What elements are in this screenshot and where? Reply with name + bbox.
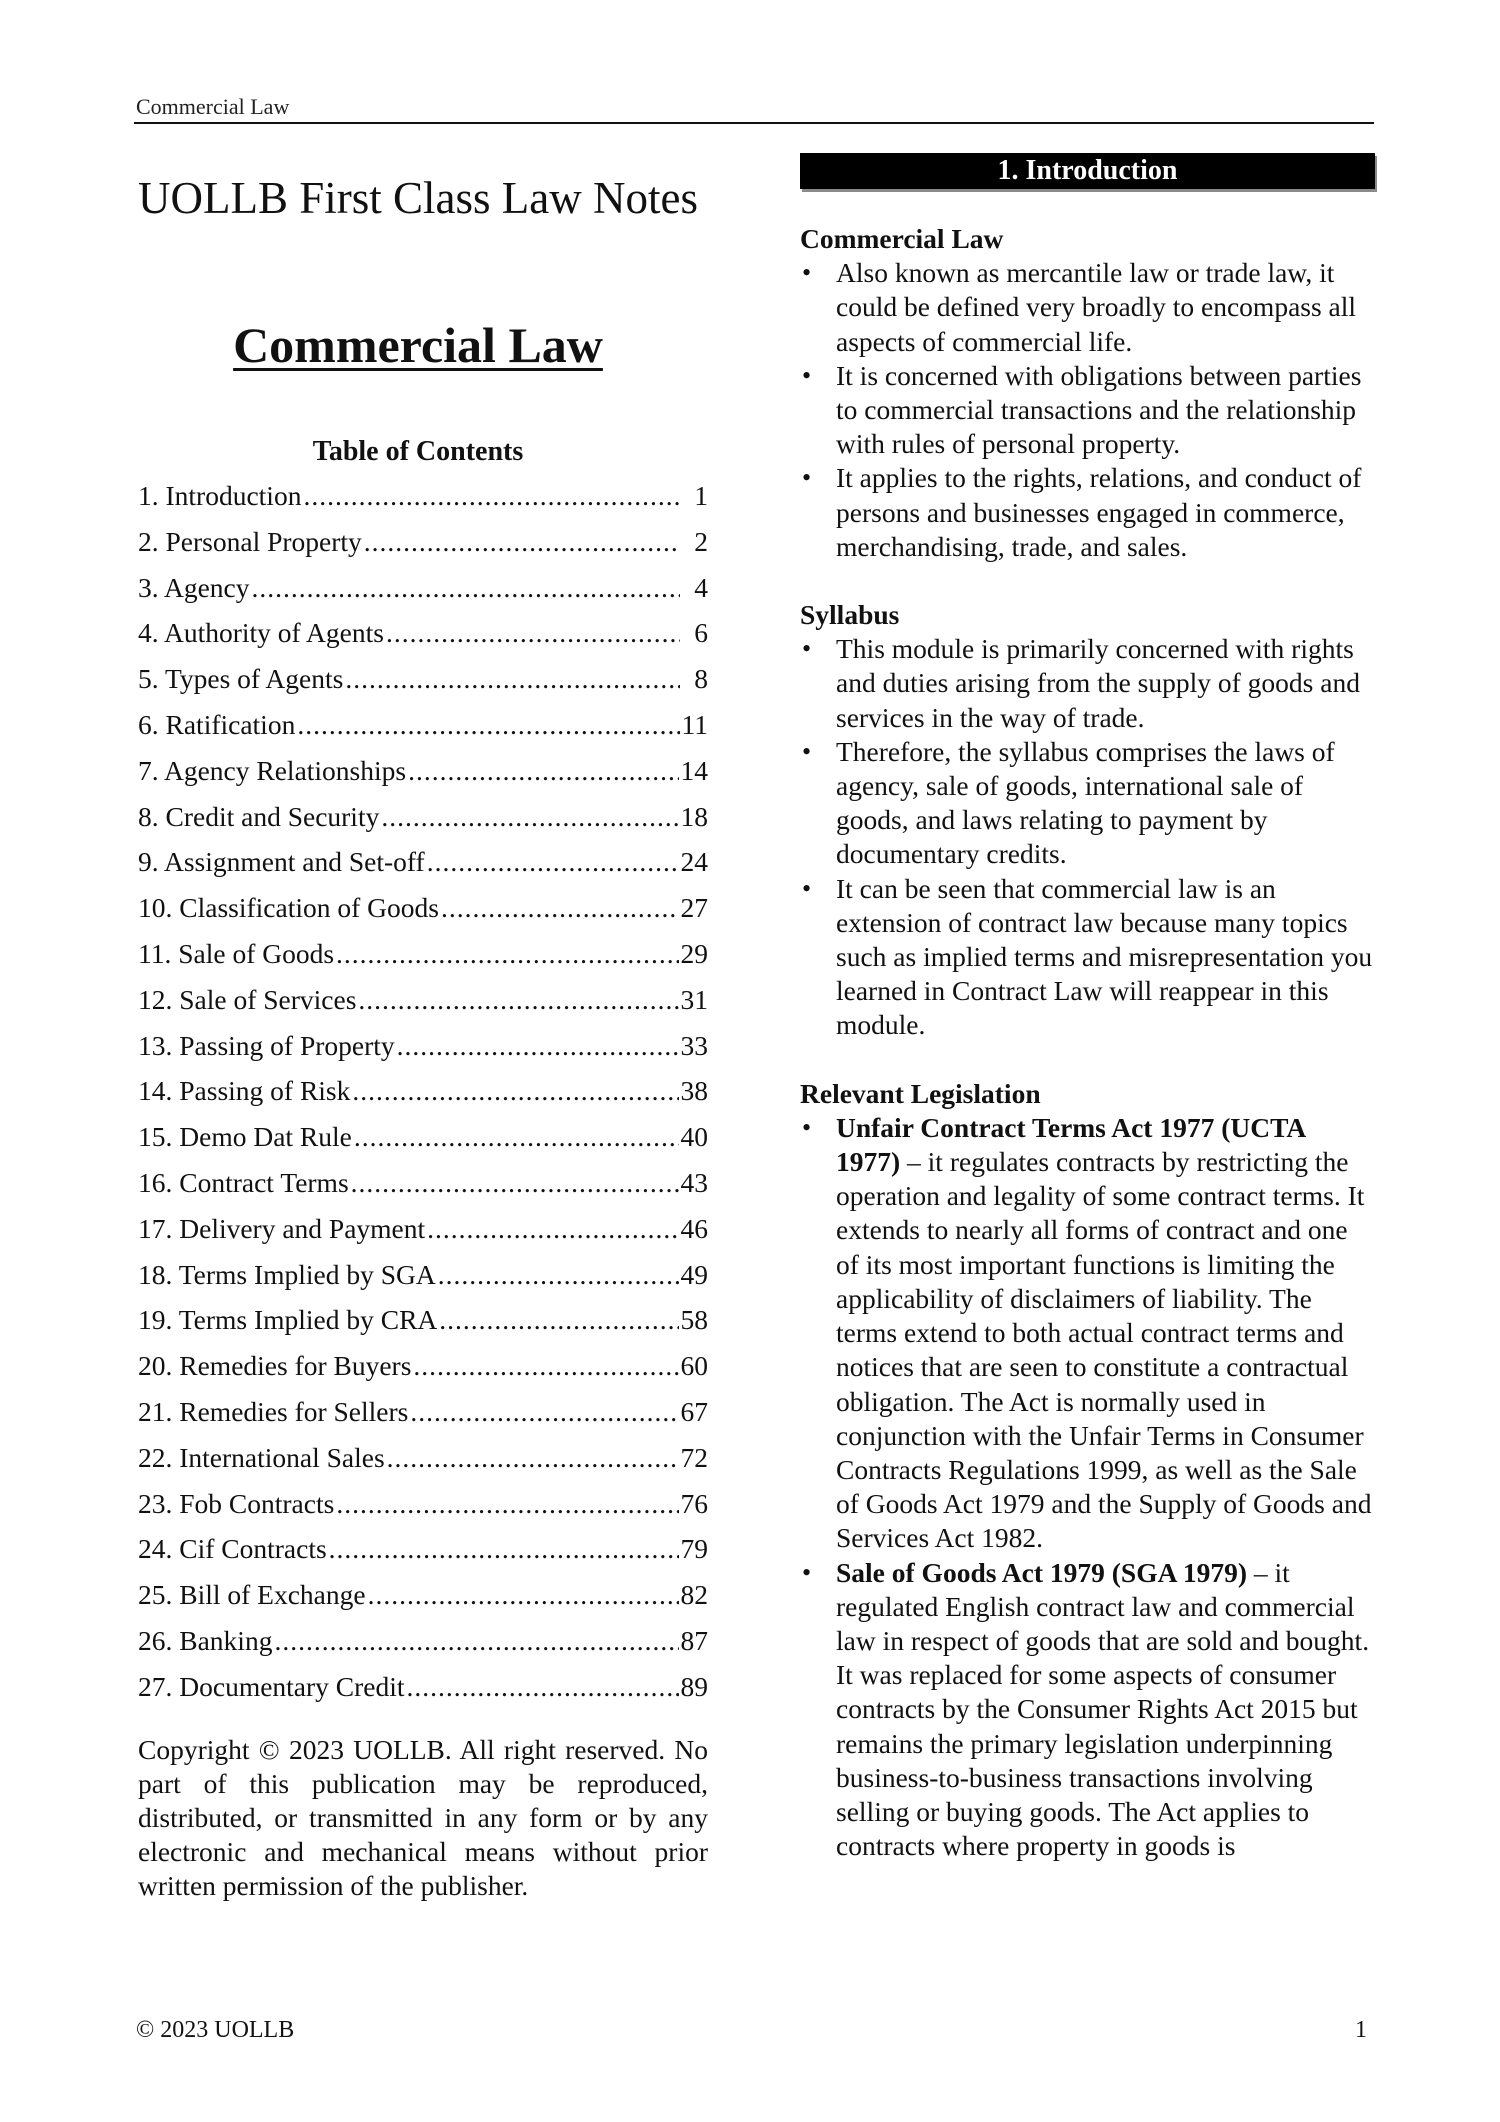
toc-entry-label: 14. Passing of Risk [138, 1075, 351, 1107]
toc-entry [138, 1671, 708, 1717]
toc-entry-page: 1 [694, 480, 708, 511]
toc-entry-label: 16. Contract Terms [138, 1166, 349, 1198]
toc-entry-page: 87 [680, 1624, 708, 1656]
right-column [800, 153, 1375, 1863]
toc-heading: Table of Contents [312, 436, 524, 467]
toc-entry [138, 1488, 708, 1534]
legislation-bullets [800, 1111, 1375, 1863]
bullet-item: • This module is primarily concerned with rights and duties arising from the supply of goods and services in the way of trade. [800, 632, 1375, 735]
toc-entry [138, 846, 708, 892]
toc-entry [138, 480, 708, 526]
toc-entry-page: 38 [680, 1075, 708, 1107]
toc-entry [138, 1213, 708, 1259]
toc-entry-page: 27 [680, 892, 708, 924]
toc-dot-leader [336, 938, 678, 970]
toc-entry-label: 12. Sale of Services [138, 983, 357, 1015]
toc-entry-label: 21. Remedies for Sellers [138, 1395, 409, 1427]
toc-entry [138, 709, 708, 755]
series-title: UOLLB First Class Law Notes [138, 173, 698, 223]
toc-entry-label: 8. Credit and Security [138, 800, 380, 832]
table-of-contents [138, 480, 708, 1717]
toc-entry-page: 14 [680, 754, 708, 786]
toc-entry-label: 6. Ratification [138, 708, 296, 740]
toc-entry-page: 8 [694, 663, 708, 695]
toc-dot-leader [381, 801, 678, 833]
toc-entry-label: 13. Passing of Property [138, 1029, 395, 1061]
toc-entry-label: 27. Documentary Credit [138, 1670, 405, 1702]
toc-dot-leader [408, 755, 678, 787]
toc-entry [138, 526, 708, 572]
toc-dot-leader [386, 617, 680, 649]
toc-dot-leader [364, 526, 680, 558]
header-rule [134, 122, 1374, 124]
bullet-item: • It is concerned with obligations between parties to commercial transactions and the relationship with rules of personal property. [800, 359, 1375, 462]
toc-entry-label: 25. Bill of Exchange [138, 1579, 366, 1611]
toc-dot-leader [345, 663, 680, 695]
page-number: 1 [1355, 2017, 1367, 2043]
syllabus-heading: Syllabus [800, 599, 900, 631]
toc-dot-leader [297, 709, 679, 741]
toc-entry-page: 82 [680, 1579, 708, 1611]
toc-entry [138, 1121, 708, 1167]
document-title: Commercial Law [233, 317, 603, 373]
legislation-item [800, 1111, 1375, 1556]
toc-entry-label: 24. Cif Contracts [138, 1533, 327, 1565]
toc-dot-leader [441, 892, 679, 924]
toc-entry-page: 40 [680, 1121, 708, 1153]
toc-entry-page: 29 [680, 937, 708, 969]
toc-entry-page: 31 [680, 983, 708, 1015]
toc-dot-leader [274, 1625, 678, 1657]
toc-dot-leader [354, 1121, 679, 1153]
toc-dot-leader [438, 1259, 679, 1291]
toc-dot-leader [427, 846, 679, 878]
toc-entry-page: 89 [680, 1670, 708, 1702]
toc-dot-leader [358, 984, 678, 1016]
toc-entry-label: 9. Assignment and Set-off [138, 846, 425, 878]
toc-dot-leader [352, 1075, 678, 1107]
toc-entry-label: 7. Agency Relationships [138, 754, 407, 786]
toc-entry [138, 1030, 708, 1076]
syllabus-bullets [800, 632, 1375, 1042]
toc-entry [138, 1396, 708, 1442]
toc-entry [138, 801, 708, 847]
toc-entry-label: 3. Agency [138, 571, 250, 603]
toc-entry-page: 49 [680, 1258, 708, 1290]
toc-entry-page: 43 [680, 1166, 708, 1198]
toc-entry-label: 20. Remedies for Buyers [138, 1350, 412, 1382]
toc-dot-leader [427, 1213, 678, 1245]
toc-entry-label: 15. Demo Dat Rule [138, 1121, 352, 1153]
commercial-law-section [800, 222, 1375, 564]
toc-entry [138, 1442, 708, 1488]
toc-entry [138, 617, 708, 663]
toc-entry-label: 11. Sale of Goods [138, 937, 335, 969]
toc-entry [138, 572, 708, 618]
running-header-title: Commercial Law [136, 94, 290, 119]
toc-entry [138, 1167, 708, 1213]
toc-entry-page: 18 [680, 800, 708, 832]
toc-entry-label: 26. Banking [138, 1624, 273, 1656]
toc-entry [138, 1533, 708, 1579]
toc-entry-page: 58 [680, 1304, 708, 1336]
toc-entry-page: 60 [680, 1350, 708, 1382]
copyright-notice: Copyright © 2023 UOLLB. All right reserved. No part of this publication may be reproduced, distributed, or transmitted in any form or by any electronic and mechanical means without prior written permission of the publisher. [138, 1733, 708, 1902]
toc-entry [138, 938, 708, 984]
toc-entry-label: 4. Authority of Agents [138, 617, 384, 649]
toc-entry-page: 24 [680, 846, 708, 878]
section-title-bar: 1. Introduction [800, 153, 1375, 189]
toc-entry-label: 22. International Sales [138, 1441, 385, 1473]
legislation-description: – it regulated English contract law and commercial law in respect of goods that are sold and bought. It was replaced for some aspects of consumer contracts by the Consumer Rights Act 2015 but remains the primary legislation underpinning business-to-business transactions involving selling or buying goods. The Act applies to contracts where property in goods is [836, 1556, 1370, 1862]
toc-dot-leader [336, 1488, 678, 1520]
toc-entry [138, 663, 708, 709]
toc-entry-page: 6 [694, 617, 708, 649]
syllabus-section [800, 598, 1375, 1043]
left-column [138, 170, 708, 1904]
toc-dot-leader [413, 1350, 678, 1382]
toc-entry-page: 2 [694, 525, 708, 557]
toc-entry-label: 5. Types of Agents [138, 663, 344, 695]
commercial-law-bullets [800, 256, 1375, 564]
toc-entry-label: 17. Delivery and Payment [138, 1212, 426, 1244]
toc-entry-page: 76 [680, 1487, 708, 1519]
toc-dot-leader [407, 1671, 679, 1703]
bullet-item: • It applies to the rights, relations, and conduct of persons and businesses engaged in commerce, merchandising, trade, and sales. [800, 461, 1375, 564]
toc-entry [138, 1259, 708, 1305]
toc-entry-page: 33 [680, 1029, 708, 1061]
toc-entry-page: 72 [680, 1441, 708, 1473]
toc-dot-leader [410, 1396, 678, 1428]
legislation-act-name: Unfair Contract Terms Act 1977 (UCTA 1977) [836, 1111, 1305, 1178]
toc-entry-label: 1. Introduction [138, 480, 302, 511]
toc-entry [138, 1304, 708, 1350]
toc-entry [138, 755, 708, 801]
toc-entry-page: 79 [680, 1533, 708, 1565]
toc-entry [138, 1350, 708, 1396]
bullet-item: • Also known as mercantile law or trade law, it could be defined very broadly to encompass all aspects of commercial life. [800, 256, 1375, 359]
toc-entry-page: 4 [694, 571, 708, 603]
toc-entry [138, 984, 708, 1030]
toc-entry-label: 19. Terms Implied by CRA [138, 1304, 438, 1336]
legislation-section [800, 1077, 1375, 1864]
toc-entry [138, 1075, 708, 1121]
toc-dot-leader [329, 1533, 679, 1565]
toc-entry-label: 10. Classification of Goods [138, 892, 439, 924]
commercial-law-heading: Commercial Law [800, 223, 1004, 254]
toc-entry-label: 2. Personal Property [138, 525, 362, 557]
legislation-heading: Relevant Legislation [800, 1077, 1041, 1109]
legislation-act-name: Sale of Goods Act 1979 (SGA 1979) [836, 1556, 1247, 1588]
toc-entry [138, 1579, 708, 1625]
toc-dot-leader [351, 1167, 679, 1199]
toc-entry [138, 1625, 708, 1671]
toc-entry-page: 11 [681, 708, 708, 740]
toc-entry-label: 23. Fob Contracts [138, 1487, 335, 1519]
toc-entry-page: 67 [680, 1395, 708, 1427]
toc-dot-leader [303, 480, 680, 512]
toc-dot-leader [368, 1579, 679, 1611]
toc-entry-label: 18. Terms Implied by SGA [138, 1258, 436, 1290]
toc-dot-leader [439, 1304, 678, 1336]
bullet-item: • Therefore, the syllabus comprises the laws of agency, sale of goods, international sale of goods, and laws relating to payment by documentary credits. [800, 735, 1375, 872]
toc-dot-leader [397, 1030, 679, 1062]
toc-dot-leader [387, 1442, 679, 1474]
toc-entry [138, 892, 708, 938]
legislation-item [800, 1556, 1375, 1864]
bullet-item: • It can be seen that commercial law is an extension of contract law because many topics such as implied terms and misrepresentation you learned in Contract Law will reappear in this module. [800, 872, 1375, 1043]
footer-copyright: © 2023 UOLLB [136, 2017, 295, 2043]
toc-entry-page: 46 [680, 1212, 708, 1244]
legislation-description: – it regulates contracts by restricting the operation and legality of some contract terms. It extends to nearly all forms of contract and one of its most important functions is limiting the applicability of disclaimers of liability. The terms extend to both actual contract terms and notices that are seen to constitute a contractual obligation. The Act is normally used in conjunction with the Unfair Terms in Consumer Contracts Regulations 1999, as well as the Sale of Goods Act 1979 and the Supply of Goods and Services Act 1982. [836, 1146, 1372, 1554]
toc-dot-leader [252, 572, 680, 604]
